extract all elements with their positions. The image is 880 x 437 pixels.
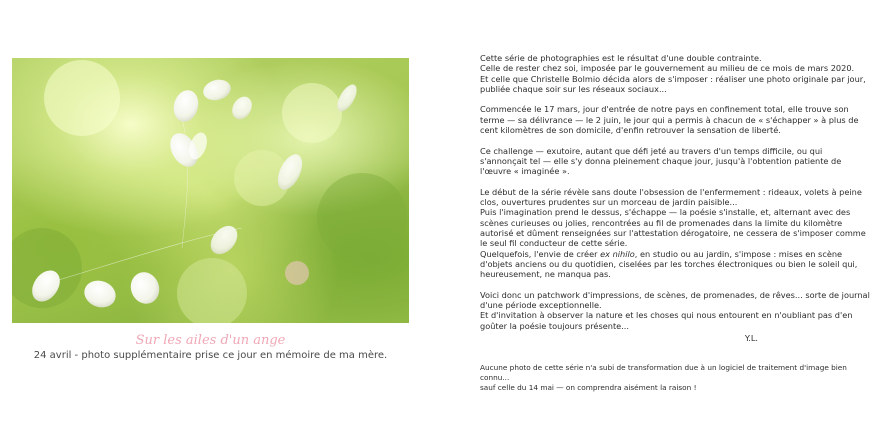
paragraph-4-line-1: Le début de la série révèle sans doute l'obsession de l'enfermement : rideaux, volets à peine clos, ouvertures prudentes sur un morceau de jardin paisible... xyxy=(480,186,862,208)
paragraph-5-line-1: Voici donc un patchwork d'impressions, de scènes, de promenades, de rêves... sorte de journal d'une période exceptionnelle. xyxy=(480,289,870,311)
paragraph-4-line-3a: Quelquefois, l'envie de créer xyxy=(480,248,601,259)
paragraph-5 xyxy=(480,290,870,331)
footnote-line-1: Aucune photo de cette série n'a subi de transformation due à un logiciel de traitement d'image bien connu... xyxy=(480,363,847,382)
footnote xyxy=(480,363,875,393)
paragraph-4-line-2: Puis l'imagination prend le dessus, s'échappe — la poésie s'installe, et, alternant avec des scènes curieuses ou jolies, rencontrées au fil de promenades dans la limite du kilomètre autorisé et dûment renseignées sur l'attestation dérogatoire, ne cessera de s'imposer comme le seul fil conducteur de cette série. xyxy=(480,207,866,249)
paragraph-1 xyxy=(480,53,870,94)
paragraph-3: Ce challenge — exutoire, autant que défi jeté au travers d'un temps difficile, ou qui s'annonçait tel — elle s'y donna pleinement chaque jour, jusqu'à l'obtention patiente de l'œuvre « imaginée ». xyxy=(480,145,842,177)
signature: Y.L. xyxy=(744,333,758,344)
paragraph-4 xyxy=(480,187,870,280)
paragraph-1-line-3: Et celle que Christelle Bolmio décida alors de s'imposer : réaliser une photo originale par jour, publiée chaque soir sur les réseaux sociaux... xyxy=(480,73,866,94)
series-description xyxy=(480,53,870,354)
photo-caption-subtitle: 24 avril - photo supplémentaire prise ce jour en mémoire de ma mère. xyxy=(33,350,388,361)
paragraph-1-line-1: Cette série de photographies est le résultat d'une double contrainte. xyxy=(480,53,762,63)
paragraph-5-line-2: Et d'invitation à observer la nature et les choses qui nous entourent en n'oubliant pas d'en goûter la poésie toujours présente... xyxy=(480,310,853,331)
angel-wings-photo xyxy=(12,58,409,323)
petals-illustration xyxy=(12,58,409,323)
photo-caption-title: Sur les ailes d'un ange xyxy=(135,333,286,348)
paragraph-4-line-3b: , en studio ou au jardin, s'impose : mises en scène d'objets anciens ou du quotidien, ciselées par les torches électroniques ou bien le soleil qui, heureusement, ne manqua pas. xyxy=(480,248,858,280)
paragraph-2: Commencée le 17 mars, jour d'entrée de notre pays en confinement total, elle trouve son terme — sa délivrance — le 2 juin, le jour qui a permis à chacun de « s'échapper » à plus de cent kilomètres de son domicile, d'enfin retrouver la sensation de liberté. xyxy=(480,104,859,136)
paragraph-1-line-2: Celle de rester chez soi, imposée par le gouvernement au milieu de ce mois de mars 2020. xyxy=(480,63,855,74)
ex-nihilo-italic: ex nihilo xyxy=(600,248,635,259)
footnote-line-2: sauf celle du 14 mai — on comprendra aisément la raison ! xyxy=(480,383,697,392)
